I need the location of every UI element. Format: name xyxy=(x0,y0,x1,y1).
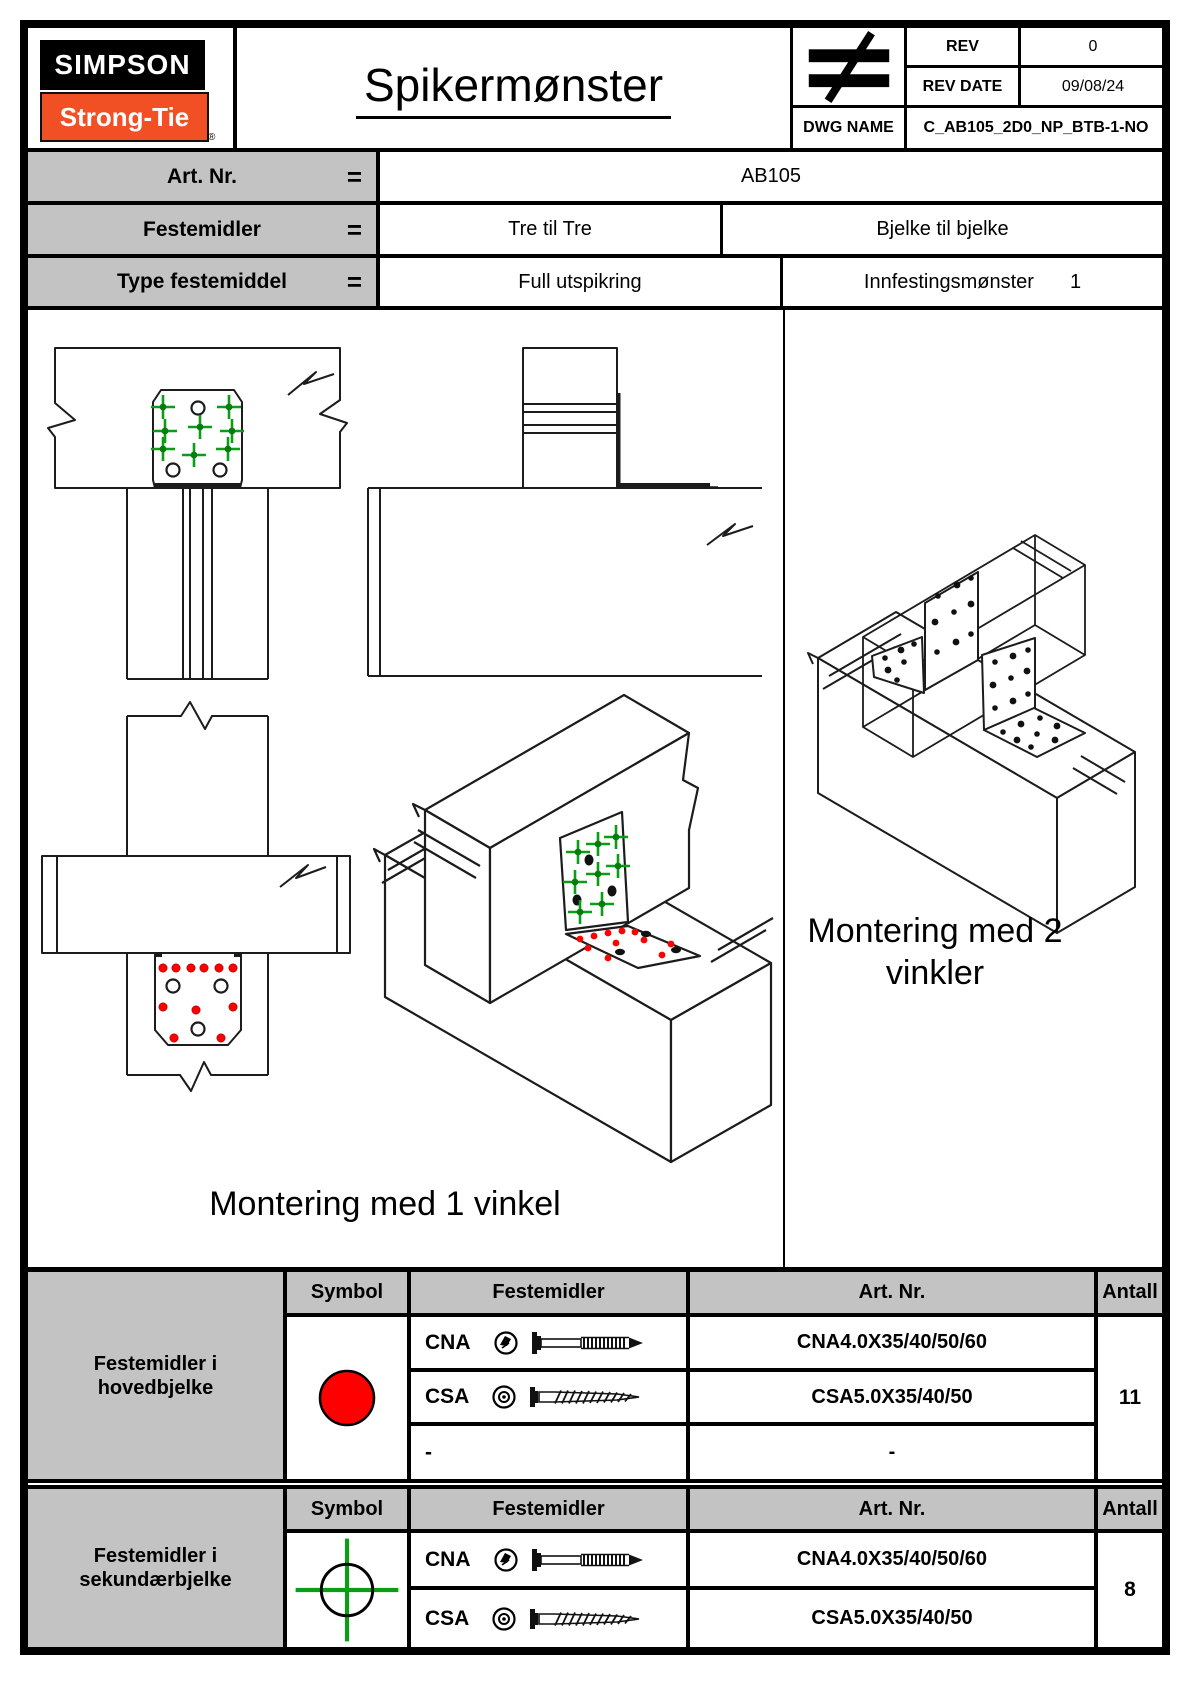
registered-mark: ® xyxy=(208,132,216,143)
drawing-sheet-frame xyxy=(20,20,1170,1655)
dwg-name-label: DWG NAME xyxy=(793,108,907,148)
sheet-title-cell xyxy=(237,28,790,148)
secondary-beam-row-label: Festemidler i sekundærbjelke xyxy=(28,1489,287,1647)
festemidler-header: Festemidler xyxy=(411,1489,690,1533)
festemidler-value1: Tre til Tre xyxy=(380,205,723,254)
logo-cell xyxy=(28,28,237,148)
antall-header: Antall xyxy=(1098,1489,1162,1533)
csa-head-icon xyxy=(491,1384,517,1410)
festemidler-label: Festemidler xyxy=(143,217,261,241)
artnr-label: Art. Nr. xyxy=(166,164,237,188)
view-front-main xyxy=(42,702,350,1091)
innfestingsmonster-number: 1 xyxy=(1069,270,1082,293)
type-label: Type festemiddel xyxy=(117,270,287,293)
fastener-table-secondary-beam xyxy=(28,1489,1162,1647)
left-drawing-panel xyxy=(28,310,783,1267)
symbol-header: Symbol xyxy=(287,1272,411,1317)
title-block xyxy=(28,28,1162,152)
cna-head-icon xyxy=(493,1547,519,1573)
type-label-cell xyxy=(28,258,380,306)
artnr-value: AB105 xyxy=(740,165,802,187)
dash-fastener-cell: - xyxy=(411,1426,690,1479)
dwg-name-value: C_AB105_2D0_NP_BTB-1-NO xyxy=(923,119,1149,136)
revision-block xyxy=(790,28,1162,148)
festemidler-value2: Bjelke til bjelke xyxy=(876,218,1009,240)
symbol-header: Symbol xyxy=(287,1489,411,1533)
green-crosshair-icon xyxy=(289,1532,405,1648)
innfestingsmonster-label: Innfestingsmønster xyxy=(863,270,1034,293)
artnr-header: Art. Nr. xyxy=(690,1272,1098,1317)
cna-artnr-cell: CNA4.0X35/40/50/60 xyxy=(690,1317,1098,1372)
csa-fastener-cell: CSA xyxy=(411,1372,690,1426)
cna-fastener-cell: CNA xyxy=(411,1533,690,1590)
annular-ring-nail-icon xyxy=(529,1544,649,1576)
drawing-area xyxy=(28,310,1162,1272)
caption-two-brackets-line1: Montering med 2 xyxy=(807,912,1063,950)
artnr-label-cell xyxy=(28,152,380,201)
rev-date-label: REV DATE xyxy=(907,68,1021,108)
dash-artnr-cell: - xyxy=(690,1426,1098,1479)
caption-two-brackets-line2: vinkler xyxy=(885,954,985,992)
main-beam-antall-cell: 11 xyxy=(1118,1386,1142,1409)
main-beam-row-label: Festemidler i hovedbjelke xyxy=(28,1272,287,1479)
fastener-table-main-beam xyxy=(28,1272,1162,1479)
not-equal-icon xyxy=(793,28,907,108)
cna-head-icon xyxy=(493,1330,519,1356)
festemidler-label-cell xyxy=(28,205,380,254)
not-equal-glyph xyxy=(799,30,899,104)
caption-one-bracket: Montering med 1 vinkel xyxy=(209,1185,561,1223)
antall-header: Antall xyxy=(1098,1272,1162,1317)
csa-artnr-cell: CSA5.0X35/40/50 xyxy=(690,1372,1098,1426)
type-value1: Full utspikring xyxy=(380,258,783,306)
cna-artnr-cell: CNA4.0X35/40/50/60 xyxy=(690,1533,1098,1590)
page-title: Spikermønster xyxy=(356,58,671,119)
info-row-artnr xyxy=(28,152,1162,205)
rev-date-value: 09/08/24 xyxy=(1021,68,1165,108)
artnr-header: Art. Nr. xyxy=(690,1489,1098,1533)
secondary-beam-symbol-cell xyxy=(287,1533,411,1647)
equals-sign: = xyxy=(346,161,362,191)
wood-screw-icon xyxy=(527,1381,647,1413)
rev-label: REV xyxy=(907,28,1021,68)
annular-ring-nail-icon xyxy=(529,1327,649,1359)
type-value2-cell xyxy=(783,258,1162,306)
equals-sign: = xyxy=(346,266,362,297)
table-separator xyxy=(28,1479,1162,1489)
csa-artnr-cell: CSA5.0X35/40/50 xyxy=(690,1590,1098,1647)
secondary-beam-antall-cell: 8 xyxy=(1124,1578,1136,1601)
logo-line2: Strong-Tie xyxy=(59,101,190,132)
equals-sign: = xyxy=(346,214,362,244)
cna-fastener-cell: CNA xyxy=(411,1317,690,1372)
csa-head-icon xyxy=(491,1606,517,1632)
view-front-secondary xyxy=(48,348,347,679)
csa-fastener-cell: CSA xyxy=(411,1590,690,1647)
strongtie-logo xyxy=(40,92,209,142)
logo-line1: SIMPSON xyxy=(54,49,191,80)
info-row-festemidler xyxy=(28,205,1162,258)
rev-value: 0 xyxy=(1021,28,1165,68)
festemidler-header: Festemidler xyxy=(411,1272,690,1317)
info-row-type xyxy=(28,258,1162,310)
view-iso-one-bracket xyxy=(374,695,773,1162)
view-side-joint xyxy=(368,348,762,676)
simpson-logo xyxy=(40,40,205,90)
right-drawing-panel xyxy=(785,310,1162,1267)
red-circle-icon xyxy=(314,1365,380,1431)
view-iso-two-brackets xyxy=(808,535,1135,933)
wood-screw-icon xyxy=(527,1603,647,1635)
main-beam-symbol-cell xyxy=(287,1317,411,1479)
